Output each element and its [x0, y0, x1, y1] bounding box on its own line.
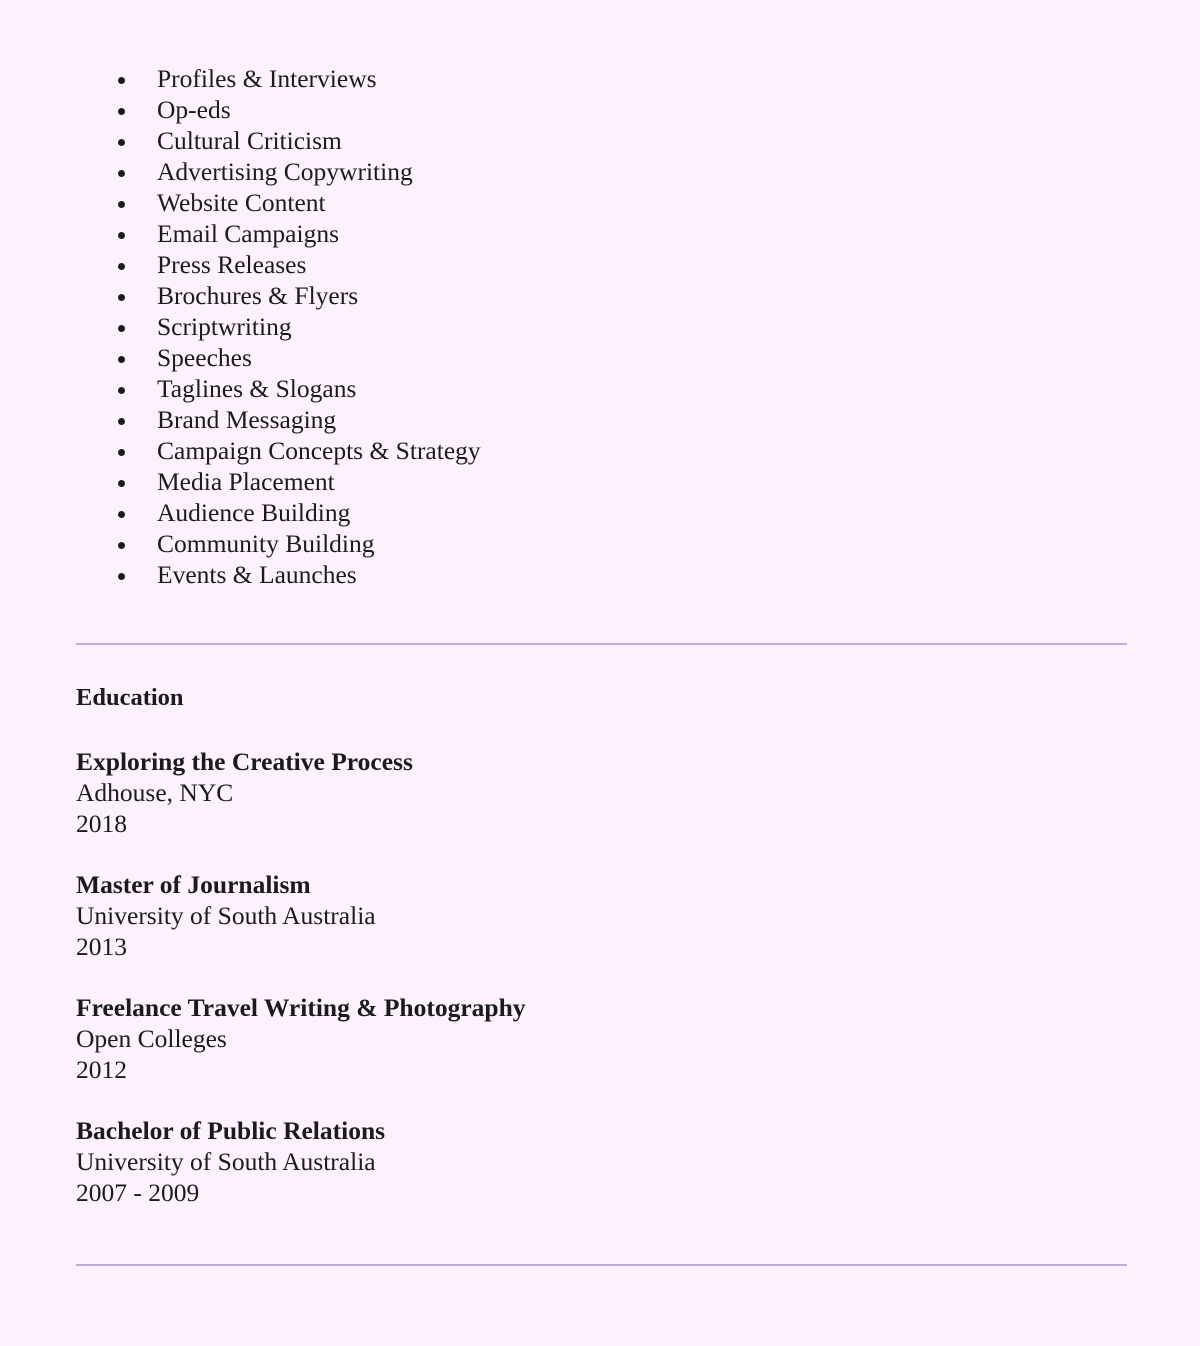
list-item: Advertising Copywriting	[110, 156, 481, 187]
section-title: Education	[76, 684, 184, 711]
institution-name: University of South Australia	[76, 1147, 376, 1176]
list-item: Website Content	[110, 187, 481, 218]
education-years: 2013	[76, 932, 127, 961]
section-divider	[76, 1264, 1127, 1266]
degree-title: Master of Journalism	[76, 870, 311, 899]
list-item: Events & Launches	[110, 559, 481, 590]
list-item: Op-eds	[110, 94, 481, 125]
section-divider	[76, 643, 1127, 645]
education-entries	[76, 746, 1126, 1208]
list-item: Audience Building	[110, 497, 481, 528]
education-entry	[76, 746, 1126, 839]
education-years: 2012	[76, 1055, 127, 1084]
degree-title: Exploring the Creative Process	[76, 747, 413, 776]
list-item: Profiles & Interviews	[110, 63, 481, 94]
education-entry	[76, 869, 1126, 962]
education-years: 2018	[76, 809, 127, 838]
list-item: Press Releases	[110, 249, 481, 280]
skills-list	[110, 63, 481, 590]
list-item: Speeches	[110, 342, 481, 373]
list-item: Media Placement	[110, 466, 481, 497]
list-item: Campaign Concepts & Strategy	[110, 435, 481, 466]
list-item: Taglines & Slogans	[110, 373, 481, 404]
education-entry	[76, 992, 1126, 1085]
list-item: Scriptwriting	[110, 311, 481, 342]
institution-name: Open Colleges	[76, 1024, 227, 1053]
list-item: Brochures & Flyers	[110, 280, 481, 311]
list-item: Cultural Criticism	[110, 125, 481, 156]
list-item: Community Building	[110, 528, 481, 559]
list-item: Brand Messaging	[110, 404, 481, 435]
education-section	[76, 683, 1126, 1238]
education-years: 2007 - 2009	[76, 1178, 200, 1207]
education-entry	[76, 1115, 1126, 1208]
institution-name: Adhouse, NYC	[76, 778, 234, 807]
degree-title: Bachelor of Public Relations	[76, 1116, 386, 1145]
list-item: Email Campaigns	[110, 218, 481, 249]
institution-name: University of South Australia	[76, 901, 376, 930]
degree-title: Freelance Travel Writing & Photography	[76, 993, 526, 1022]
